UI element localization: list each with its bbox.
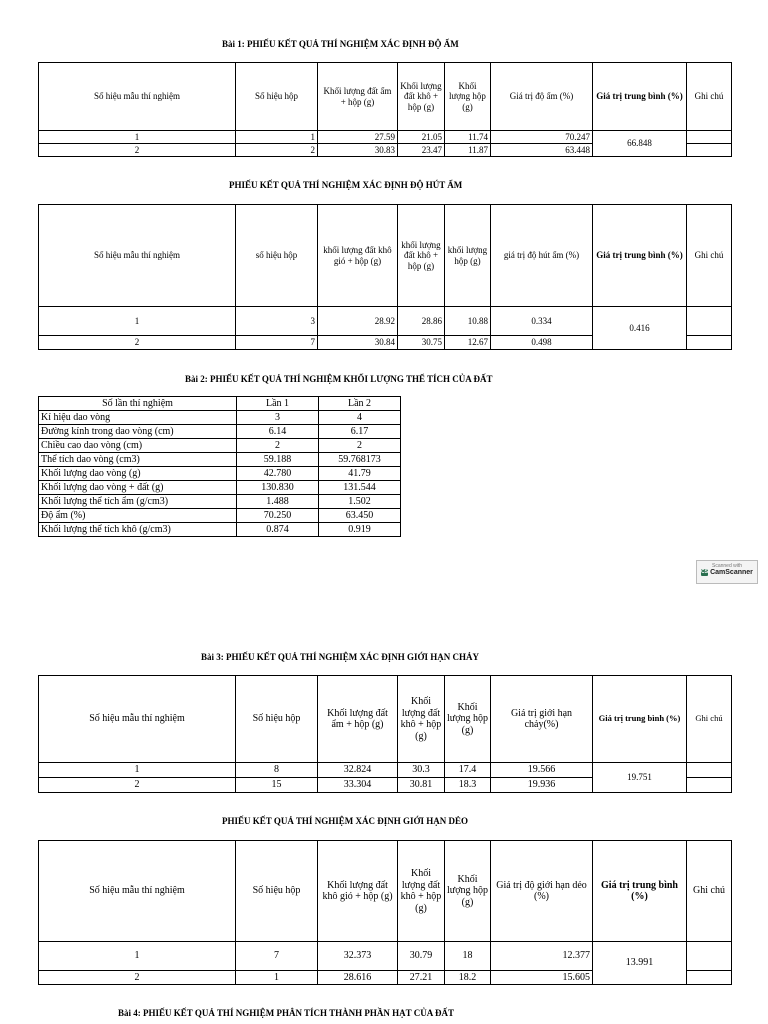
cell: 7 [236, 336, 318, 350]
cell: 1 [39, 307, 236, 336]
hygroscopic-table [38, 204, 732, 350]
header-cell: Khối lượng đất khô + hộp (g) [398, 63, 445, 131]
watermark-caption: Scanned with [711, 563, 743, 569]
cell: 19.936 [491, 778, 593, 793]
header-cell: Khối lượng đất ẩm + hộp (g) [318, 63, 398, 131]
cell: 30.3 [398, 763, 445, 778]
cell: 2 [237, 439, 319, 453]
table-row [39, 131, 732, 144]
header-cell: Số hiệu mẫu thí nghiệm [39, 841, 236, 942]
cell: 17.4 [445, 763, 491, 778]
header-cell: Khối lượng đất khô + hộp (g) [398, 841, 445, 942]
note-cell [687, 144, 732, 157]
cell: 42.780 [237, 467, 319, 481]
cell: 30.83 [318, 144, 398, 157]
header-cell: Số lần thí nghiệm [39, 397, 237, 411]
cell: 10.88 [445, 307, 491, 336]
header-cell: Khối lượng hộp (g) [445, 841, 491, 942]
table-row [39, 481, 401, 495]
cell: 2 [39, 336, 236, 350]
cell: 15.605 [491, 971, 593, 985]
table-row [39, 467, 401, 481]
cell: 30.79 [398, 942, 445, 971]
cell: 12.67 [445, 336, 491, 350]
header-cell: Số hiệu mẫu thí nghiệm [39, 63, 236, 131]
note-cell [687, 336, 732, 350]
header-cell: Số hiệu hộp [236, 676, 318, 763]
note-cell [687, 307, 732, 336]
header-cell: Khối lượng đất khô gió + hộp (g) [318, 841, 398, 942]
camscanner-logo-icon: CS [701, 569, 709, 575]
cell: Khối lượng dao vòng + đất (g) [39, 481, 237, 495]
cell: 0.874 [237, 523, 319, 537]
cell: 0.919 [319, 523, 401, 537]
cell: 7 [236, 942, 318, 971]
average-cell: 13.991 [593, 942, 687, 985]
cell: 70.250 [237, 509, 319, 523]
average-cell: 0.416 [593, 307, 687, 350]
hygroscopic-title: PHIẾU KẾT QUẢ THÍ NGHIỆM XÁC ĐỊNH ĐỘ HÚT ẨM [229, 180, 463, 190]
cell: 30.75 [398, 336, 445, 350]
average-cell: 66.848 [593, 131, 687, 157]
cell: 28.616 [318, 971, 398, 985]
cell: 33.304 [318, 778, 398, 793]
header-cell: Lần 1 [237, 397, 319, 411]
cell: 8 [236, 763, 318, 778]
cell: Khối lượng dao vòng (g) [39, 467, 237, 481]
cell: 28.86 [398, 307, 445, 336]
note-cell [687, 971, 732, 985]
header-cell: khối lượng hộp (g) [445, 205, 491, 307]
header-cell: Khối lượng hộp (g) [445, 676, 491, 763]
header-cell: Giá trị độ ẩm (%) [491, 63, 593, 131]
table-header-row [39, 397, 401, 411]
header-cell: giá trị độ hút ẩm (%) [491, 205, 593, 307]
cell: 32.373 [318, 942, 398, 971]
cell: 130.830 [237, 481, 319, 495]
table-row [39, 425, 401, 439]
header-cell: Khối lượng đất khô + hộp (g) [398, 676, 445, 763]
cell: 12.377 [491, 942, 593, 971]
cell: 1 [39, 942, 236, 971]
cell: Kí hiệu dao vòng [39, 411, 237, 425]
header-cell: Số hiệu mẫu thí nghiệm [39, 676, 236, 763]
cell: Thể tích dao vòng (cm3) [39, 453, 237, 467]
cell: 2 [236, 144, 318, 157]
table-row [39, 411, 401, 425]
cell: 4 [319, 411, 401, 425]
header-cell: Lần 2 [319, 397, 401, 411]
table-row [39, 523, 401, 537]
cell: Độ ẩm (%) [39, 509, 237, 523]
note-cell [687, 942, 732, 971]
moisture-table [38, 62, 732, 157]
bai1-title: Bài 1: PHIẾU KẾT QUẢ THÍ NGHIỆM XÁC ĐỊNH ĐỘ ẨM [222, 39, 459, 49]
header-cell: Khối lượng đất ẩm + hộp (g) [318, 676, 398, 763]
bai3-title: Bài 3: PHIẾU KẾT QUẢ THÍ NGHIỆM XÁC ĐỊNH GIỚI HẠN CHẢY [201, 652, 479, 662]
cell: 27.59 [318, 131, 398, 144]
cell: 11.74 [445, 131, 491, 144]
table-header-row [39, 841, 732, 942]
bai2-title: Bài 2: PHIẾU KẾT QUẢ THÍ NGHIỆM KHỐI LƯỢNG THỂ TÍCH CỦA ĐẤT [185, 374, 493, 384]
cell: 63.448 [491, 144, 593, 157]
table-row [39, 763, 732, 778]
cell: 15 [236, 778, 318, 793]
table-row [39, 439, 401, 453]
cell: 41.79 [319, 467, 401, 481]
cell: 18.3 [445, 778, 491, 793]
header-cell: Số hiệu hộp [236, 841, 318, 942]
note-cell [687, 763, 732, 778]
cell: Khối lượng thể tích khô (g/cm3) [39, 523, 237, 537]
cell: 1 [39, 131, 236, 144]
header-cell: Giá trị trung bình (%) [593, 841, 687, 942]
watermark-brand: CamScanner [710, 569, 753, 576]
cell: 19.566 [491, 763, 593, 778]
cell: 30.84 [318, 336, 398, 350]
header-cell: Số hiệu hộp [236, 63, 318, 131]
cell: 18.2 [445, 971, 491, 985]
average-cell: 19.751 [593, 763, 687, 793]
table-row [39, 942, 732, 971]
cell: 3 [237, 411, 319, 425]
liquid-limit-table [38, 675, 732, 793]
cell: 0.498 [491, 336, 593, 350]
header-cell: số hiệu hộp [236, 205, 318, 307]
cell: 1 [236, 971, 318, 985]
table-row [39, 453, 401, 467]
cell: 63.450 [319, 509, 401, 523]
cell: 3 [236, 307, 318, 336]
cell: 59.188 [237, 453, 319, 467]
cell: Khối lượng thể tích ẩm (g/cm3) [39, 495, 237, 509]
cell: Chiều cao dao vòng (cm) [39, 439, 237, 453]
header-cell: Khối lượng hộp (g) [445, 63, 491, 131]
header-cell: Ghi chú [687, 63, 732, 131]
table-header-row [39, 63, 732, 131]
header-cell: khối lượng đất khô gió + hộp (g) [318, 205, 398, 307]
cell: 2 [319, 439, 401, 453]
camscanner-watermark [696, 560, 758, 584]
header-cell: Giá trị trung bình (%) [593, 205, 687, 307]
header-cell: Ghi chú [687, 841, 732, 942]
plastic-limit-table [38, 840, 732, 985]
cell: Đường kính trong dao vòng (cm) [39, 425, 237, 439]
cell: 18 [445, 942, 491, 971]
cell: 11.87 [445, 144, 491, 157]
cell: 59.768173 [319, 453, 401, 467]
cell: 23.47 [398, 144, 445, 157]
cell: 6.14 [237, 425, 319, 439]
cell: 27.21 [398, 971, 445, 985]
cell: 1.488 [237, 495, 319, 509]
cell: 28.92 [318, 307, 398, 336]
header-cell: Ghi chú [687, 205, 732, 307]
cell: 1.502 [319, 495, 401, 509]
cell: 32.824 [318, 763, 398, 778]
table-row [39, 307, 732, 336]
header-cell: Giá trị trung bình (%) [593, 63, 687, 131]
cell: 70.247 [491, 131, 593, 144]
table-header-row [39, 676, 732, 763]
density-table [38, 396, 401, 537]
header-cell: Giá trị giới hạn chảy(%) [491, 676, 593, 763]
table-row [39, 509, 401, 523]
note-cell [687, 778, 732, 793]
header-cell: Ghi chú [687, 676, 732, 763]
cell: 2 [39, 778, 236, 793]
cell: 6.17 [319, 425, 401, 439]
cell: 2 [39, 971, 236, 985]
cell: 1 [236, 131, 318, 144]
cell: 30.81 [398, 778, 445, 793]
cell: 21.05 [398, 131, 445, 144]
cell: 2 [39, 144, 236, 157]
header-cell: Số hiệu mẫu thí nghiệm [39, 205, 236, 307]
bai4-title: Bài 4: PHIẾU KẾT QUẢ THÍ NGHIỆM PHÂN TÍCH THÀNH PHẦN HẠT CỦA ĐẤT [118, 1008, 454, 1018]
plastic-limit-title: PHIẾU KẾT QUẢ THÍ NGHIỆM XÁC ĐỊNH GIỚI HẠN DẺO [222, 816, 468, 826]
table-header-row [39, 205, 732, 307]
cell: 131.544 [319, 481, 401, 495]
note-cell [687, 131, 732, 144]
cell: 0.334 [491, 307, 593, 336]
cell: 1 [39, 763, 236, 778]
header-cell: Giá trị độ giới hạn dẻo (%) [491, 841, 593, 942]
table-row [39, 495, 401, 509]
header-cell: khối lượng đất khô + hộp (g) [398, 205, 445, 307]
header-cell: Giá trị trung bình (%) [593, 676, 687, 763]
